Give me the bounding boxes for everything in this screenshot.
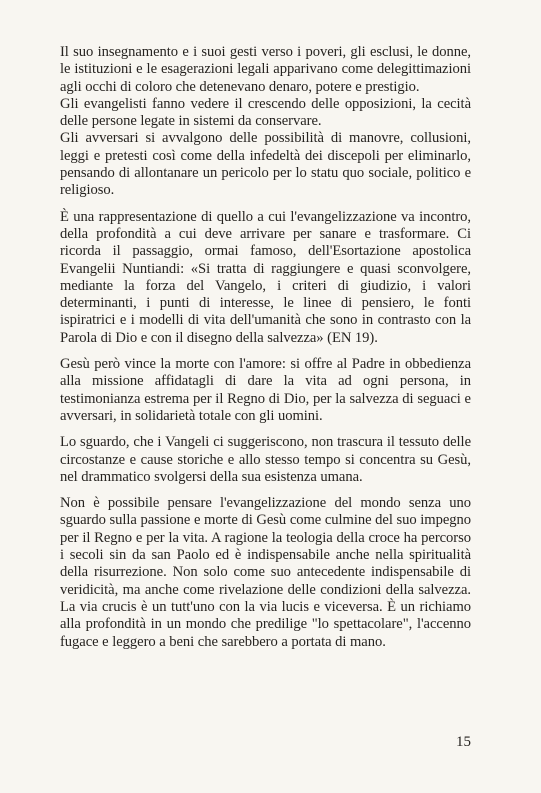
paragraph-2: Gli evangelisti fanno vedere il crescendo delle opposizioni, la cecità delle persone legate in sistemi da conservare. bbox=[60, 95, 471, 130]
paragraph-5: Gesù però vince la morte con l'amore: si offre al Padre in obbedienza alla missione affidatagli di dare la vita ad ogni persona, in testimonianza estrema per il Regno di Dio, per la salvezza di seguaci e avversari, in solidarietà totale con gli uomini. bbox=[60, 356, 471, 424]
body-text bbox=[60, 44, 471, 660]
paragraph-1: Il suo insegnamento e i suoi gesti verso i poveri, gli esclusi, le donne, le istituzioni e le esagerazioni legali apparivano come delegittimazioni agli occhi di coloro che detenevano denaro, potere e prestigio. bbox=[60, 44, 471, 95]
paragraph-4: È una rappresentazione di quello a cui l'evangelizzazione va incontro, della profondità a cui deve arrivare per sanare e trasformare. Ci ricorda il passaggio, ormai famoso, dell'Esortazione apostolica Evangelii Nuntiandi: «Si tratta di raggiungere e quasi sconvolgere, mediante la forza del Vangelo, i criteri di giudizio, i valori determinanti, i punti di interesse, le linee di pensiero, le fonti ispiratrici e i modelli di vita dell'umanità che sono in contrasto con la Parola di Dio e con il disegno della salvezza» (EN 19). bbox=[60, 208, 471, 346]
paragraph-6: Lo sguardo, che i Vangeli ci suggeriscono, non trascura il tessuto delle circostanze e cause storiche e allo stesso tempo si concentra su Gesù, nel drammatico svolgersi della sua esistenza umana. bbox=[60, 434, 471, 485]
page-number: 15 bbox=[456, 734, 471, 750]
paragraph-3: Gli avversari si avvalgono delle possibilità di manovre, collusioni, leggi e pretesti così come della infedeltà dei discepoli per eliminarlo, pensando di allontanare un pericolo per lo statu quo sociale, politico e religioso. bbox=[60, 130, 471, 199]
paragraph-7: Non è possibile pensare l'evangelizzazione del mondo senza uno sguardo sulla passione e morte di Gesù come culmine del suo impegno per il Regno e per la vita. A ragione la teologia della croce ha percorso i secoli sin da san Paolo ed è indispensabile anche nella spiritualità della risurrezione. Non solo come suo antecedente indispensabile di veridicità, ma anche come rivelazione delle condizioni della salvezza. La via crucis è un tutt'uno con la via lucis e viceversa. È un richiamo alla profondità in un mondo che predilige "lo spettacolare", l'accenno fugace e leggero a beni che sarebbero a portata di mano. bbox=[60, 495, 471, 650]
